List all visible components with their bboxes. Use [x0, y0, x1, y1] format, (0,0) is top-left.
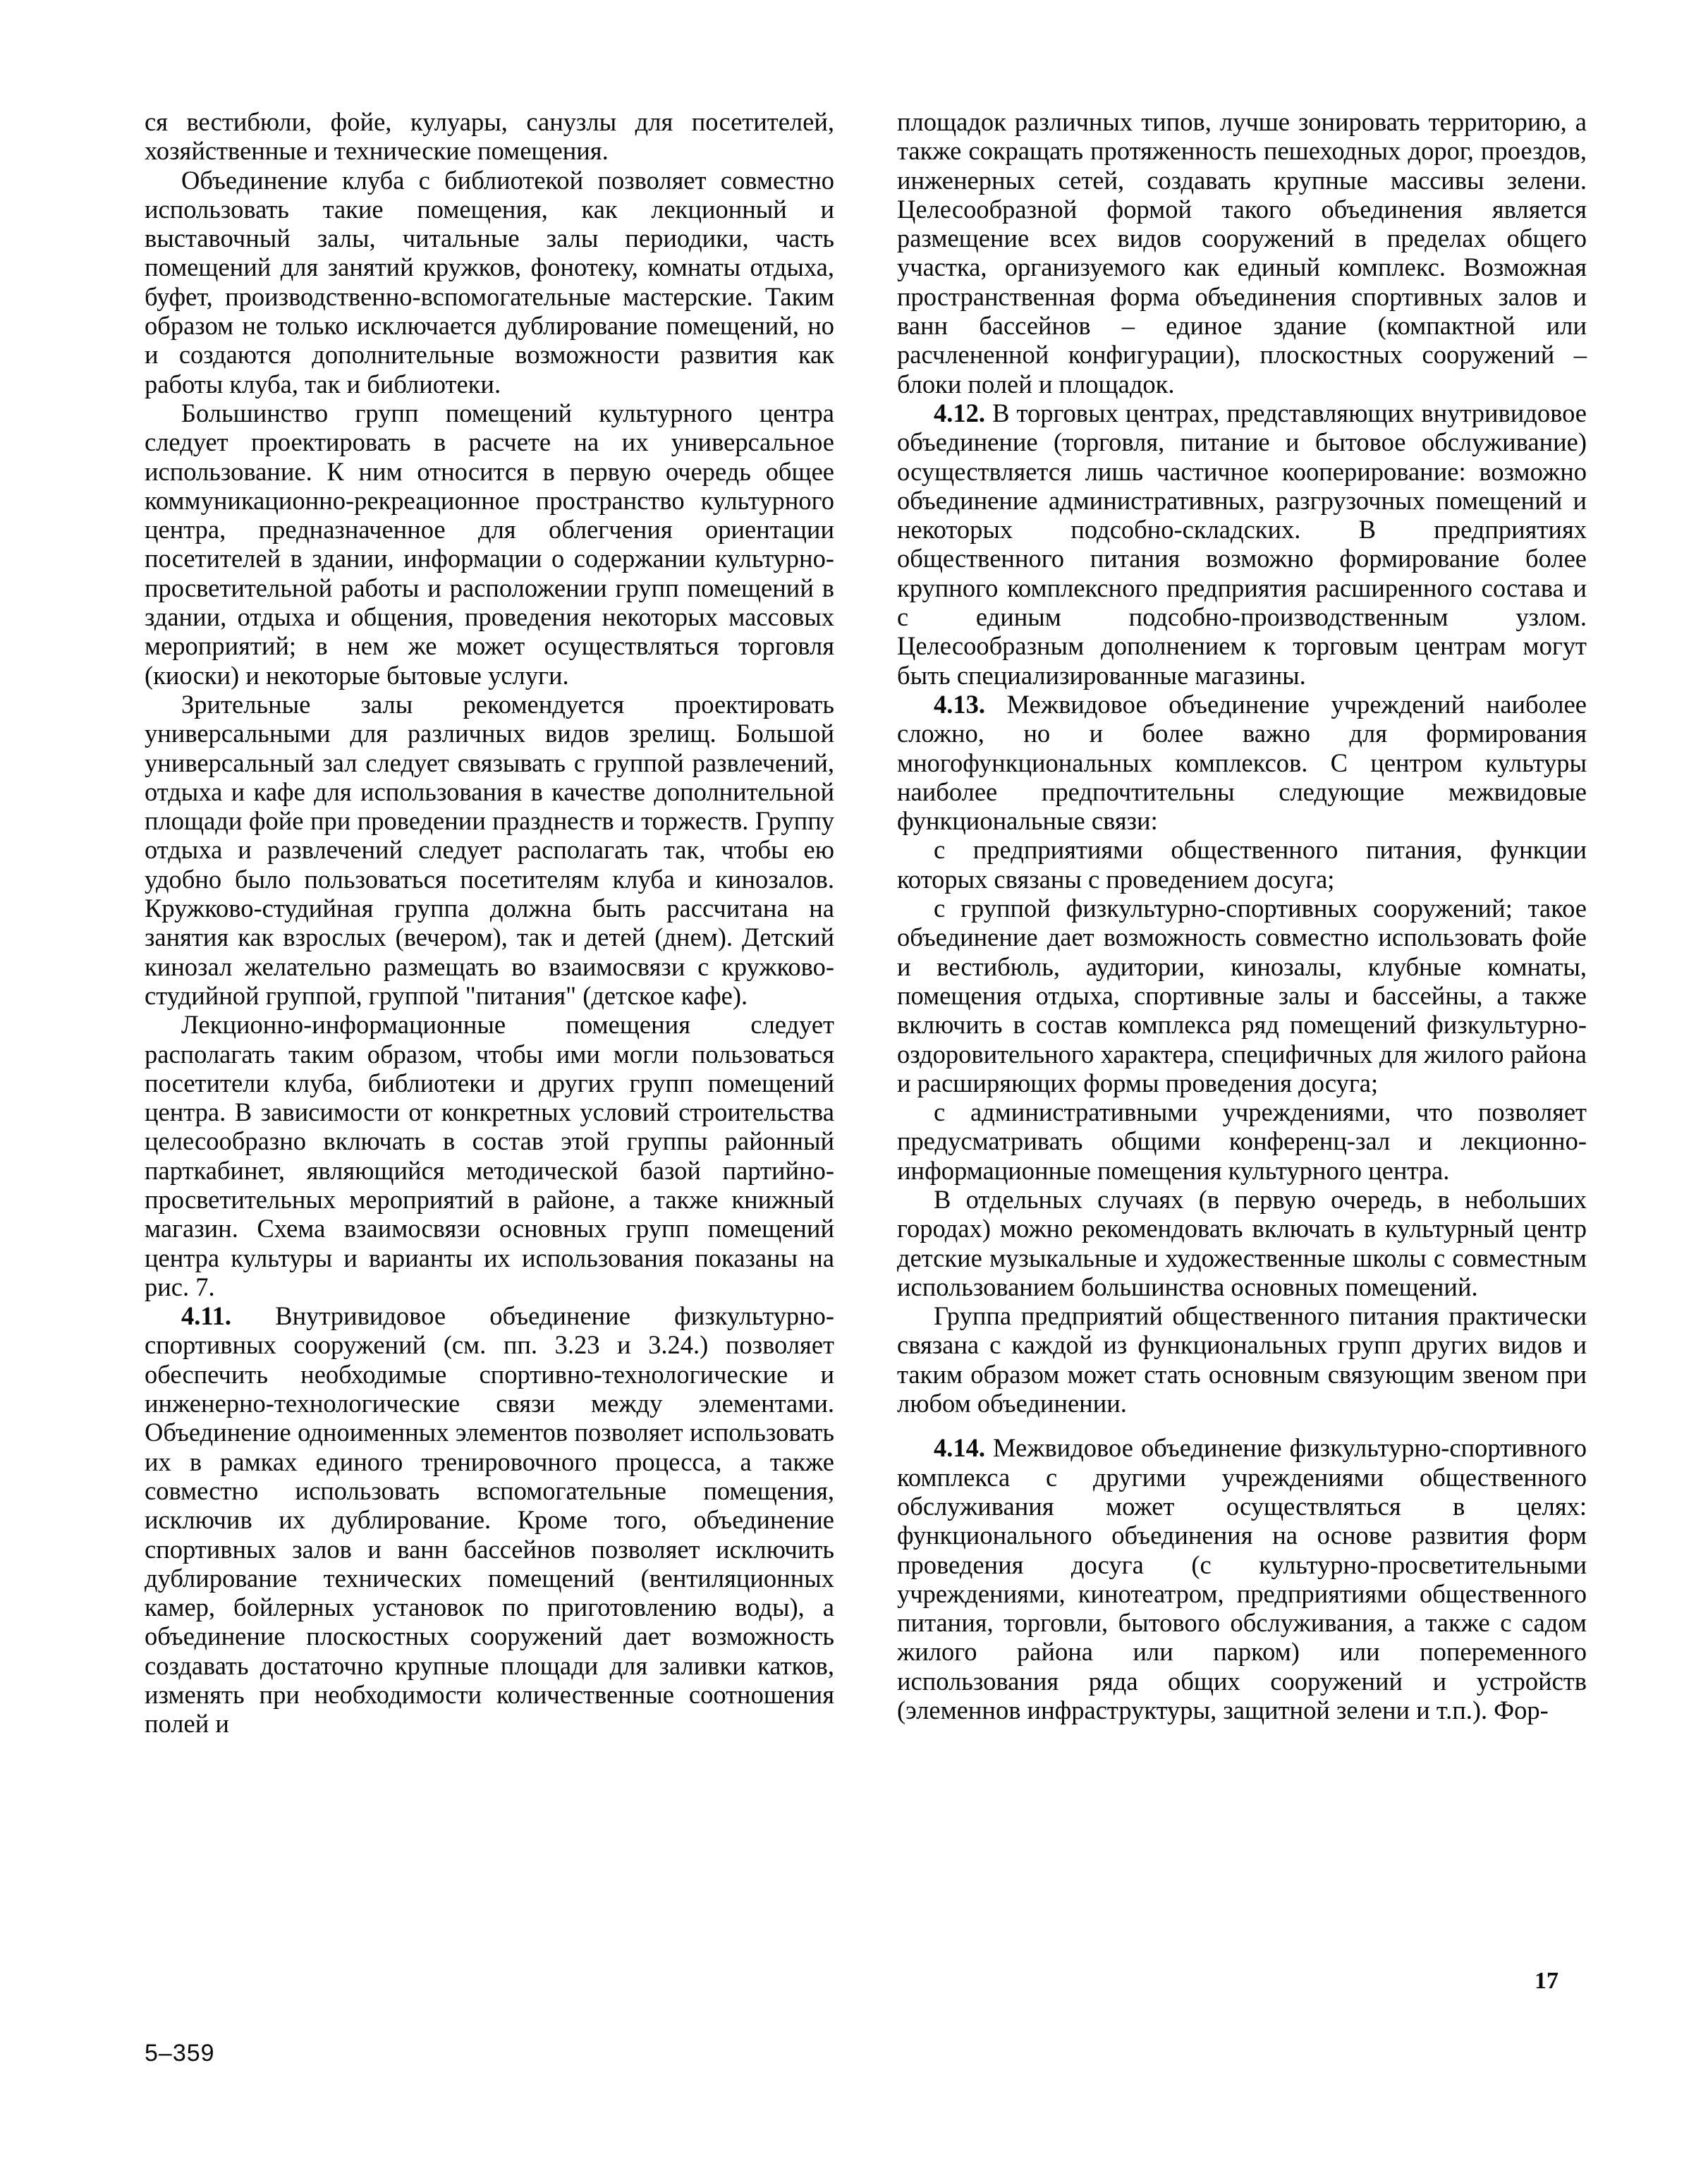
section-text: В торговых центрах, представляющих внутривидовое объединение (торговля, питание и бытовое обслуживание) осуществляется лишь частичное кооперирование: возможно объединение административных, разгрузочных помещений и некоторых подсобно-складских. В предприятиях общественного питания возможно формирование более крупного комплексного предприятия расширенного состава и с единым подсобно-производственным узлом. Целесообразным дополнением к торговым центрам могут быть специализированные магазины.	[897, 398, 1587, 690]
section-text: Межвидовое объединение физкультурно-спортивного комплекса с другими учреждениями общественного обслуживания может осуществляться в целях: функционального объединения на основе развития форм проведения досуга (с культурно-просветительными учреждениями, кинотеатром, предприятиями общественного питания, торговли, бытового обслуживания, а также с садом жилого района или парком) или попеременного использования ряда общих сооружений и устройств (элеменнов инфраструктуры, защитной зелени и т.п.). Фор-	[897, 1433, 1587, 1725]
section-number: 4.13.	[934, 689, 985, 719]
paragraph: с административными учреждениями, что позволяет предусматривать общими конференц-зал и лекционно-информационные помещения культурного центра.	[897, 1097, 1587, 1185]
paragraph: Группа предприятий общественного питания практически связана с каждой из функциональных групп других видов и таким образом может стать основным связующим звеном при любом объединении.	[897, 1301, 1587, 1418]
left-column	[145, 107, 834, 1739]
paragraph: Большинство групп помещений культурного центра следует проектировать в расчете на их универсальное использование. К ним относится в первую очередь общее коммуникационно-рекреационное пространство культурного центра, предназначенное для облегчения ориентации посетителей в здании, информации о содержании культурно-просветительной работы и расположении групп помещений в здании, отдыха и общения, проведения некоторых массовых мероприятий; в нем же может осуществляться торговля (киоски) и некоторые бытовые услуги.	[145, 398, 834, 690]
paragraph: ся вестибюли, фойе, кулуары, санузлы для посетителей, хозяйственные и технические помещения.	[145, 107, 834, 166]
section-text: Внутривидовое объединение физкультурно-спортивных сооружений (см. пп. 3.23 и 3.24.) позволяет обеспечить необходимые спортивно-технологические и инженерно-технологические связи между элементами. Объединение одноименных элементов позволяет использовать их в рамках единого тренировочного процесса, а также совместно использовать вспомогательные помещения, исключив их дублирование. Кроме того, объединение спортивных залов и ванн бассейнов позволяет исключить дублирование технических помещений (вентиляционных камер, бойлерных установок по приготовлению воды), а объединение плоскостных сооружений дает возможность создавать достаточно крупные площади для заливки катков, изменять при необходимости количественные соотношения полей и	[145, 1301, 835, 1739]
section-number: 4.12.	[934, 398, 985, 427]
paragraph: с предприятиями общественного питания, функции которых связаны с проведением досуга;	[897, 835, 1587, 894]
right-column	[897, 107, 1587, 1724]
section-number: 4.11.	[181, 1301, 231, 1331]
paragraph: площадок различных типов, лучше зонировать территорию, а также сокращать протяженность пешеходных дорог, проездов, инженерных сетей, создавать крупные массивы зелени. Целесообразной формой такого объединения является размещение всех видов сооружений в пределах общего участка, организуемого как единый комплекс. Возможная пространственная форма объединения спортивных залов и ванн бассейнов – единое здание (компактной или расчлененной конфигурации), плоскостных сооружений – блоки полей и площадок.	[897, 107, 1587, 398]
section-paragraph	[897, 398, 1587, 690]
section-paragraph	[897, 690, 1587, 835]
section-text: Межвидовое объединение учреждений наиболее сложно, но и более важно для формирования многофункциональных комплексов. С центром культуры наиболее предпочтительны следующие межвидовые функциональные связи:	[897, 689, 1587, 836]
paragraph: Объединение клуба с библиотекой позволяет совместно использовать такие помещения, как лекционный и выставочный залы, читальные залы периодики, часть помещений для занятий кружков, фонотеку, комнаты отдыха, буфет, производственно-вспомогательные мастерские. Таким образом не только исключается дублирование помещений, но и создаются дополнительные возможности развития как работы клуба, так и библиотеки.	[145, 165, 834, 398]
section-paragraph	[897, 1433, 1587, 1724]
page-number: 17	[1535, 1968, 1558, 1994]
paragraph: Лекционно-информационные помещения следует располагать таким образом, чтобы ими могли пользоваться посетители клуба, библиотеки и других групп помещений центра. В зависимости от конкретных условий строительства целесообразно включать в состав этой группы районный парткабинет, являющийся методической базой партийно-просветительных мероприятий в районе, а также книжный магазин. Схема взаимосвязи основных групп помещений центра культуры и варианты их использования показаны на рис. 7.	[145, 1010, 834, 1301]
section-number: 4.14.	[934, 1433, 985, 1463]
paragraph: с группой физкультурно-спортивных сооружений; такое объединение дает возможность совместно использовать фойе и вестибюль, аудитории, кинозалы, клубные комнаты, помещения отдыха, спортивные залы и бассейны, а также включить в состав комплекса ряд помещений физкультурно-оздоровительного характера, специфичных для жилого района и расширяющих формы проведения досуга;	[897, 894, 1587, 1097]
print-signature: 5–359	[145, 2040, 215, 2067]
paragraph: В отдельных случаях (в первую очередь, в небольших городах) можно рекомендовать включать в культурный центр детские музыкальные и художественные школы с совместным использованием большинства основных помещений.	[897, 1184, 1587, 1301]
section-paragraph	[145, 1301, 834, 1738]
paragraph: Зрительные залы рекомендуется проектировать универсальными для различных видов зрелищ. Большой универсальный зал следует связывать с группой развлечений, отдыха и кафе для использования в качестве дополнительной площади фойе при проведении празднеств и торжеств. Группу отдыха и развлечений следует располагать так, чтобы ею удобно было пользоваться посетителям клуба и кинозалов. Кружково-студийная группа должна быть рассчитана на занятия как взрослых (вечером), так и детей (днем). Детский кинозал желательно размещать во взаимосвязи с кружково-студийной группой, группой "питания" (детское кафе).	[145, 689, 834, 1010]
